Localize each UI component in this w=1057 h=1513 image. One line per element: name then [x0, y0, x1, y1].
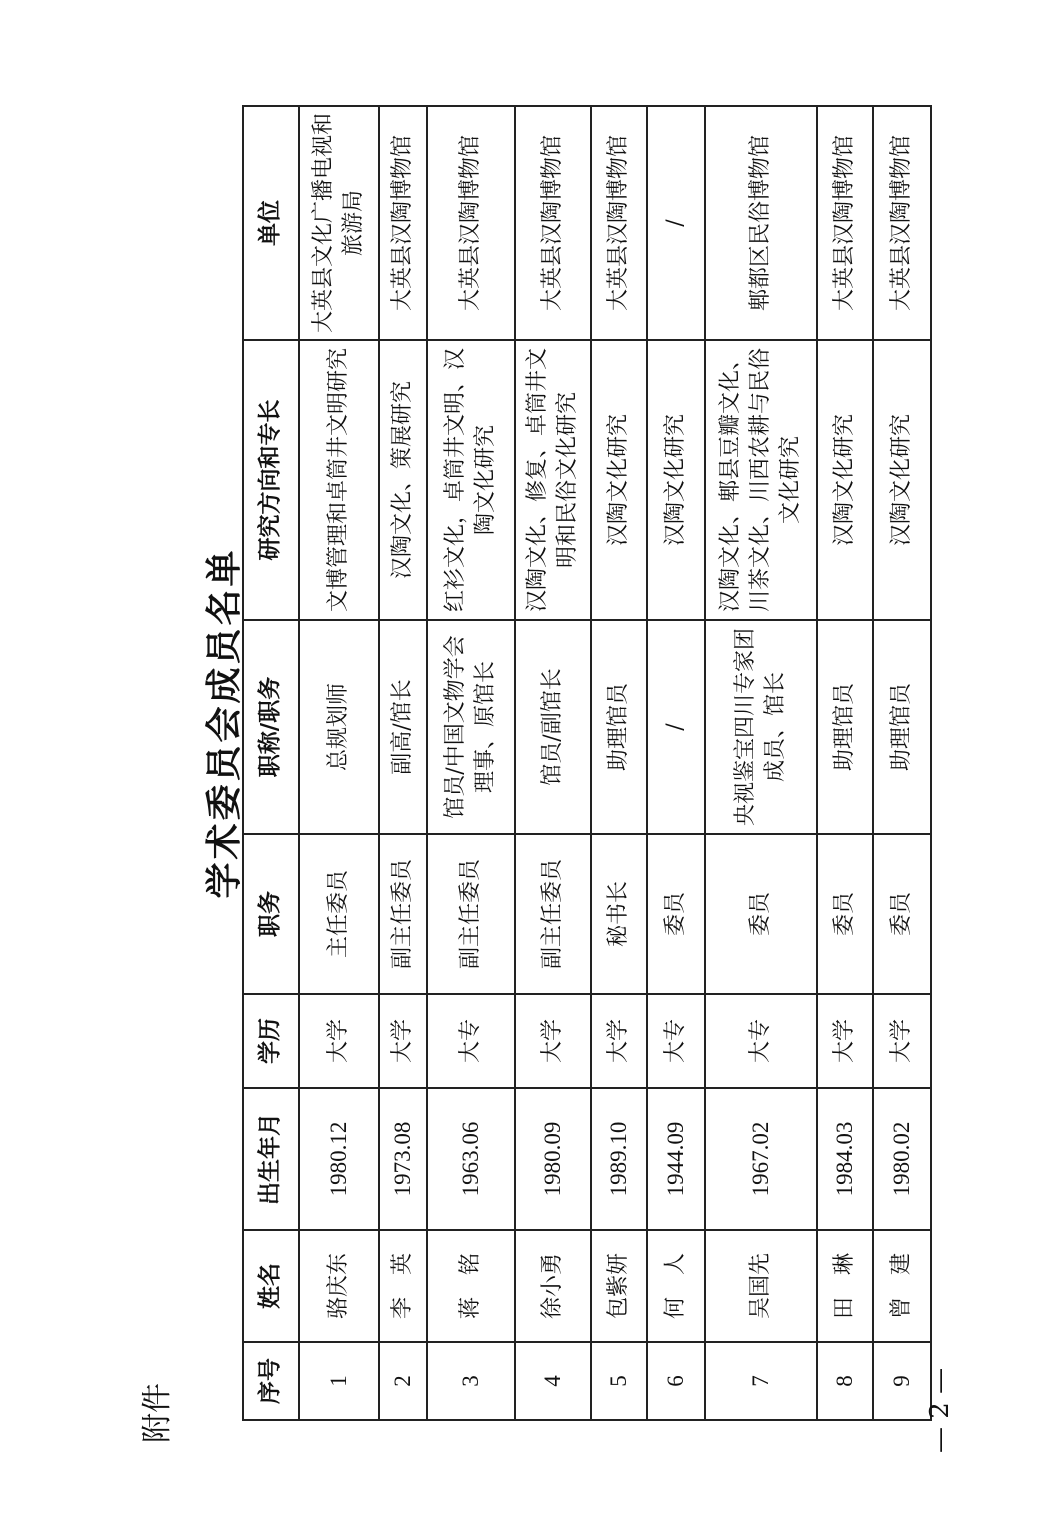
table-cell: 红衫文化，卓筒井文明、汉陶文化研究: [427, 340, 515, 620]
header-cell: 职务: [243, 834, 299, 994]
table-cell: 包紫妍: [591, 1230, 647, 1342]
table-cell: 1: [299, 1342, 379, 1420]
table-row: [299, 106, 379, 1420]
member-table: [242, 105, 932, 1421]
table-cell: 汉陶文化研究: [647, 340, 705, 620]
table-cell: 汉陶文化研究: [873, 340, 931, 620]
table-cell: 委员: [705, 834, 817, 994]
table-cell: 汉陶文化研究: [591, 340, 647, 620]
table-cell: 大学: [817, 994, 873, 1088]
table-cell: 副主任委员: [427, 834, 515, 994]
table-cell: 大专: [705, 994, 817, 1088]
table-row: [817, 106, 873, 1420]
table-cell: 大英县汉陶博物馆: [817, 106, 873, 340]
table-cell: 大英县汉陶博物馆: [379, 106, 427, 340]
header-cell: 单位: [243, 106, 299, 340]
table-cell: 副主任委员: [515, 834, 591, 994]
header-row: [243, 106, 299, 1420]
table-cell: /: [647, 620, 705, 834]
table-cell: 曾 建: [873, 1230, 931, 1342]
table-cell: 9: [873, 1342, 931, 1420]
table-cell: 委员: [817, 834, 873, 994]
table-cell: /: [647, 106, 705, 340]
table-row: [873, 106, 931, 1420]
table-row: [705, 106, 817, 1420]
table-cell: 助理馆员: [873, 620, 931, 834]
table-row: [515, 106, 591, 1420]
table-cell: 副主任委员: [379, 834, 427, 994]
table-cell: 汉陶文化、修复、卓筒井文明和民俗文化研究: [515, 340, 591, 620]
table-cell: 大学: [515, 994, 591, 1088]
table-cell: 1944.09: [647, 1088, 705, 1230]
header-cell: 序号: [243, 1342, 299, 1420]
table-cell: 1980.09: [515, 1088, 591, 1230]
header-cell: 学历: [243, 994, 299, 1088]
table-cell: 大英县汉陶博物馆: [873, 106, 931, 340]
table-cell: 汉陶文化、郫县豆瓣文化、川茶文化、川西农耕与民俗文化研究: [705, 340, 817, 620]
table-cell: 2: [379, 1342, 427, 1420]
table-cell: 大专: [427, 994, 515, 1088]
table-cell: 郫都区民俗博物馆: [705, 106, 817, 340]
table-cell: 吴国先: [705, 1230, 817, 1342]
table-cell: 委员: [873, 834, 931, 994]
table-cell: 何 人: [647, 1230, 705, 1342]
table-cell: 李 英: [379, 1230, 427, 1342]
table-cell: 总规划师: [299, 620, 379, 834]
table-cell: 大英县汉陶博物馆: [591, 106, 647, 340]
table-cell: 骆庆东: [299, 1230, 379, 1342]
table-cell: 汉陶文化、策展研究: [379, 340, 427, 620]
table-cell: 馆员/中国文物学会理事、原馆长: [427, 620, 515, 834]
attachment-label: 附件: [140, 1383, 175, 1443]
table-cell: 4: [515, 1342, 591, 1420]
header-cell: 姓名: [243, 1230, 299, 1342]
table-row: [591, 106, 647, 1420]
page-title: 学术委员会成员名单: [204, 547, 245, 899]
table-cell: 1973.08: [379, 1088, 427, 1230]
table-cell: 1980.12: [299, 1088, 379, 1230]
table-cell: 文博管理和卓筒井文明研究: [299, 340, 379, 620]
table-cell: 7: [705, 1342, 817, 1420]
table-cell: 1980.02: [873, 1088, 931, 1230]
page-number: — 2 —: [925, 1367, 955, 1453]
table-cell: 蒋 铭: [427, 1230, 515, 1342]
header-cell: 职称/职务: [243, 620, 299, 834]
table-cell: 大英县汉陶博物馆: [515, 106, 591, 340]
table-cell: 助理馆员: [591, 620, 647, 834]
table-cell: 副高/馆长: [379, 620, 427, 834]
table-cell: 大学: [873, 994, 931, 1088]
table-cell: 大学: [379, 994, 427, 1088]
table-cell: 1989.10: [591, 1088, 647, 1230]
table-cell: 主任委员: [299, 834, 379, 994]
table-cell: 大学: [591, 994, 647, 1088]
table-cell: 5: [591, 1342, 647, 1420]
table-row: [647, 106, 705, 1420]
table-cell: 央视鉴宝四川专家团成员、馆长: [705, 620, 817, 834]
table-row: [427, 106, 515, 1420]
table-cell: 1984.03: [817, 1088, 873, 1230]
table-cell: 馆员/副馆长: [515, 620, 591, 834]
table-cell: 委员: [647, 834, 705, 994]
table-row: [379, 106, 427, 1420]
table-cell: 秘书长: [591, 834, 647, 994]
table-cell: 大学: [299, 994, 379, 1088]
table-cell: 1967.02: [705, 1088, 817, 1230]
header-cell: 研究方向和专长: [243, 340, 299, 620]
table-cell: 3: [427, 1342, 515, 1420]
table-cell: 徐小勇: [515, 1230, 591, 1342]
table-cell: 大英县汉陶博物馆: [427, 106, 515, 340]
table-cell: 助理馆员: [817, 620, 873, 834]
table-cell: 1963.06: [427, 1088, 515, 1230]
table-cell: 大专: [647, 994, 705, 1088]
header-cell: 出生年月: [243, 1088, 299, 1230]
table-cell: 8: [817, 1342, 873, 1420]
table-cell: 大英县文化广播电视和旅游局: [299, 106, 379, 340]
table-cell: 6: [647, 1342, 705, 1420]
table-cell: 田 琳: [817, 1230, 873, 1342]
table-cell: 汉陶文化研究: [817, 340, 873, 620]
